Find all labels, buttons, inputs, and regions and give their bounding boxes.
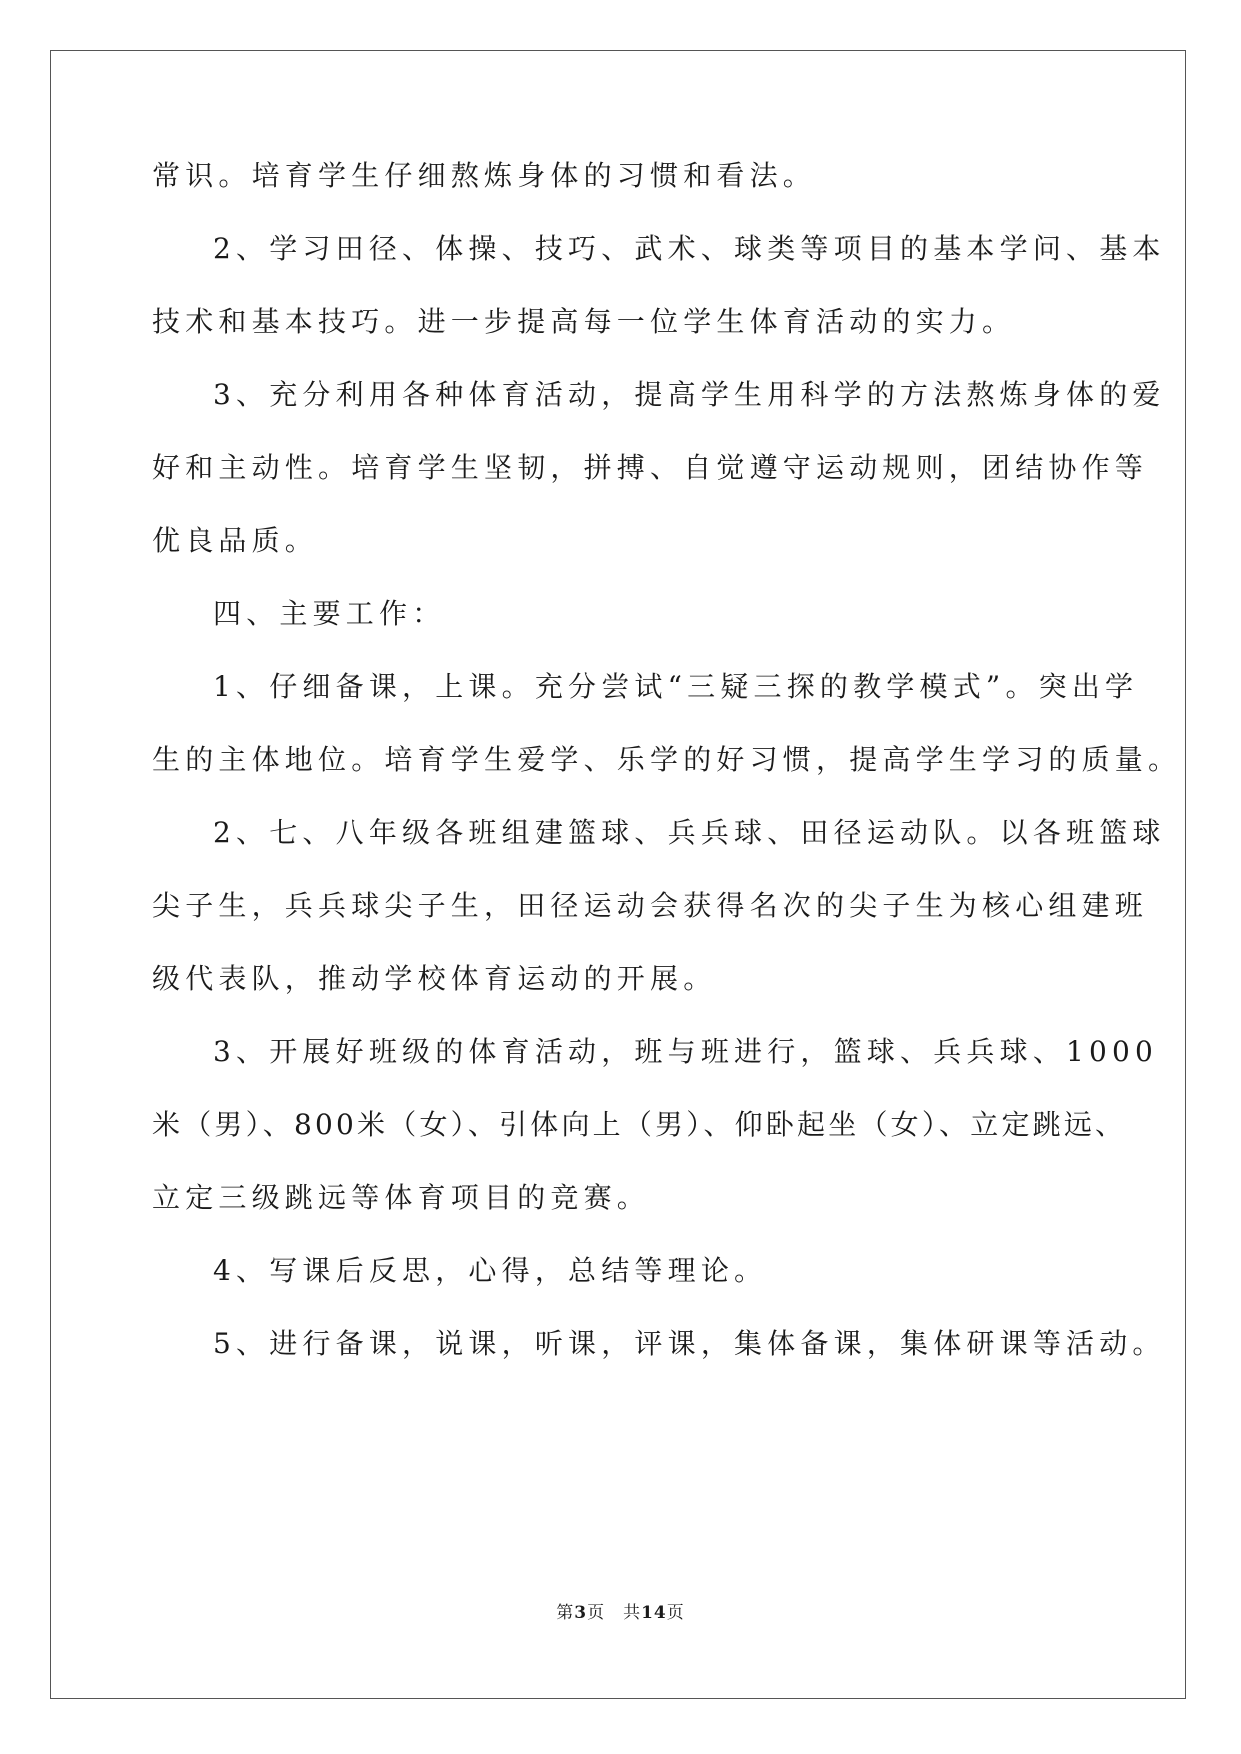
page-suffix: 页 (587, 1603, 606, 1623)
text-line: 3、开展好班级的体育活动，班与班进行，篮球、兵兵球、1000 (213, 1035, 1159, 1068)
page-border (50, 50, 1186, 1699)
total-suffix: 页 (666, 1603, 685, 1623)
text-line: 优良品质。 (152, 524, 319, 557)
section-heading: 四、主要工作： (213, 597, 446, 630)
text-line: 尖子生，兵兵球尖子生，田径运动会获得名次的尖子生为核心组建班 (152, 889, 1149, 922)
total-prefix: 共 (623, 1603, 642, 1623)
text-line: 1、仔细备课，上课。充分尝试“三疑三探的教学模式”。突出学 (213, 670, 1139, 703)
text-line: 技术和基本技巧。进一步提高每一位学生体育活动的实力。 (152, 305, 1016, 338)
text-line: 2、学习田径、体操、技巧、武术、球类等项目的基本学问、基本 (213, 232, 1166, 265)
text-line: 2、七、八年级各班组建篮球、兵兵球、田径运动队。以各班篮球 (213, 816, 1166, 849)
current-page-number: 3 (574, 1603, 588, 1623)
text-line: 5、进行备课，说课，听课，评课，集体备课，集体研课等活动。 (213, 1327, 1166, 1360)
page-prefix: 第 (556, 1603, 575, 1623)
text-line: 常识。培育学生仔细熬炼身体的习惯和看法。 (152, 159, 817, 192)
text-line: 级代表队，推动学校体育运动的开展。 (152, 962, 717, 995)
total-page-count: 14 (641, 1603, 667, 1623)
text-line: 米（男）、800米（女）、引体向上（男）、仰卧起坐（女）、立定跳远、 (152, 1108, 1127, 1141)
text-line: 好和主动性。培育学生坚韧，拼搏、自觉遵守运动规则，团结协作等 (152, 451, 1149, 484)
text-line: 4、写课后反思，心得，总结等理论。 (213, 1254, 768, 1287)
text-line: 3、充分利用各种体育活动，提高学生用科学的方法熬炼身体的爱 (213, 378, 1166, 411)
text-line: 生的主体地位。培育学生爱学、乐学的好习惯，提高学生学习的质量。 (152, 743, 1182, 776)
page-footer (0, 1602, 1241, 1624)
text-line: 立定三级跳远等体育项目的竞赛。 (152, 1181, 651, 1214)
